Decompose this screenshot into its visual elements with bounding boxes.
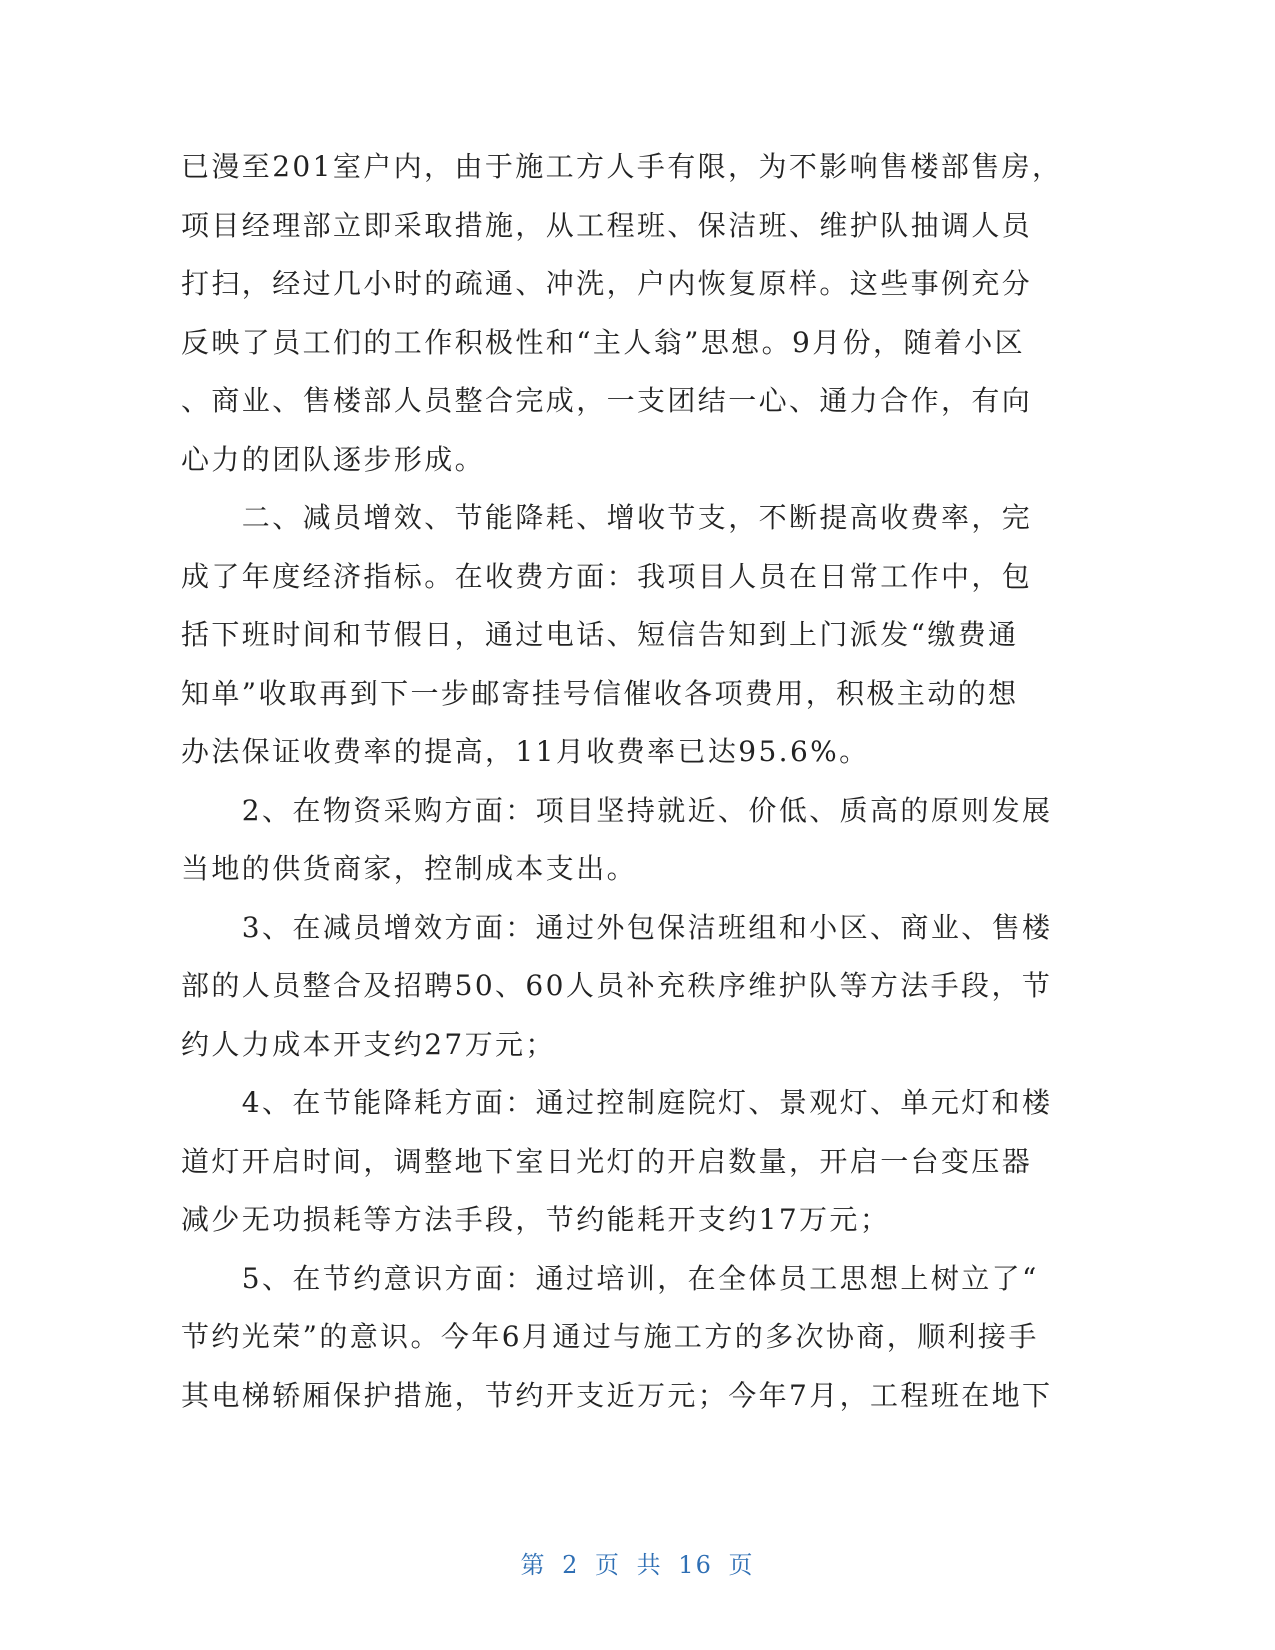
text-line: 部的人员整合及招聘50、60人员补充秩序维护队等方法手段，节 — [181, 969, 1053, 1002]
text-line: 约人力成本开支约27万元； — [181, 1027, 556, 1061]
text-line: 当地的供货商家，控制成本支出。 — [181, 852, 638, 885]
body-text — [181, 138, 1063, 1425]
text-line: 成了年度经济指标。在收费方面：我项目人员在日常工作中，包 — [181, 559, 1033, 593]
text-line: 道灯开启时间，调整地下室日光灯的开启数量，开启一台变压器 — [181, 1144, 1033, 1178]
text-line: 括下班时间和节假日，通过电话、短信告知到上门派发“缴费通 — [181, 618, 1019, 651]
page-footer: 第 2 页 共 16 页 — [520, 1551, 755, 1579]
text-line: 项目经理部立即采取措施，从工程班、保洁班、维护队抽调人员 — [181, 208, 1033, 242]
text-line: 已漫至201室户内，由于施工方人手有限，为不影响售楼部售房， — [181, 150, 1063, 183]
text-line: 5、在节约意识方面：通过培训，在全体员工思想上树立了“ — [181, 1261, 1039, 1295]
text-line: 知单”收取再到下一步邮寄挂号信催收各项费用，积极主动的想 — [181, 676, 1019, 710]
text-line: 打扫，经过几小时的疏通、冲洗，户内恢复原样。这些事例充分 — [181, 267, 1033, 300]
text-line: 3、在减员增效方面：通过外包保洁班组和小区、商业、售楼 — [181, 910, 1053, 944]
text-line: 、商业、售楼部人员整合完成，一支团结一心、通力合作，有向 — [181, 384, 1033, 417]
text-line: 二、减员增效、节能降耗、增收节支，不断提高收费率，完 — [181, 501, 1033, 534]
text-line: 减少无功损耗等方法手段，节约能耗开支约17万元； — [181, 1203, 891, 1236]
text-line: 节约光荣”的意识。今年6月通过与施工方的多次协商，顺利接手 — [181, 1320, 1039, 1353]
text-line: 反映了员工们的工作积极性和“主人翁”思想。9月份，随着小区 — [181, 325, 1026, 359]
text-line: 2、在物资采购方面：项目坚持就近、价低、质高的原则发展 — [181, 793, 1053, 827]
text-line: 其电梯轿厢保护措施，节约开支近万元；今年7月，工程班在地下 — [181, 1378, 1053, 1412]
text-line: 心力的团队逐步形成。 — [181, 442, 486, 476]
text-line: 办法保证收费率的提高，11月收费率已达95.6%。 — [181, 735, 870, 768]
text-line: 4、在节能降耗方面：通过控制庭院灯、景观灯、单元灯和楼 — [181, 1086, 1053, 1119]
